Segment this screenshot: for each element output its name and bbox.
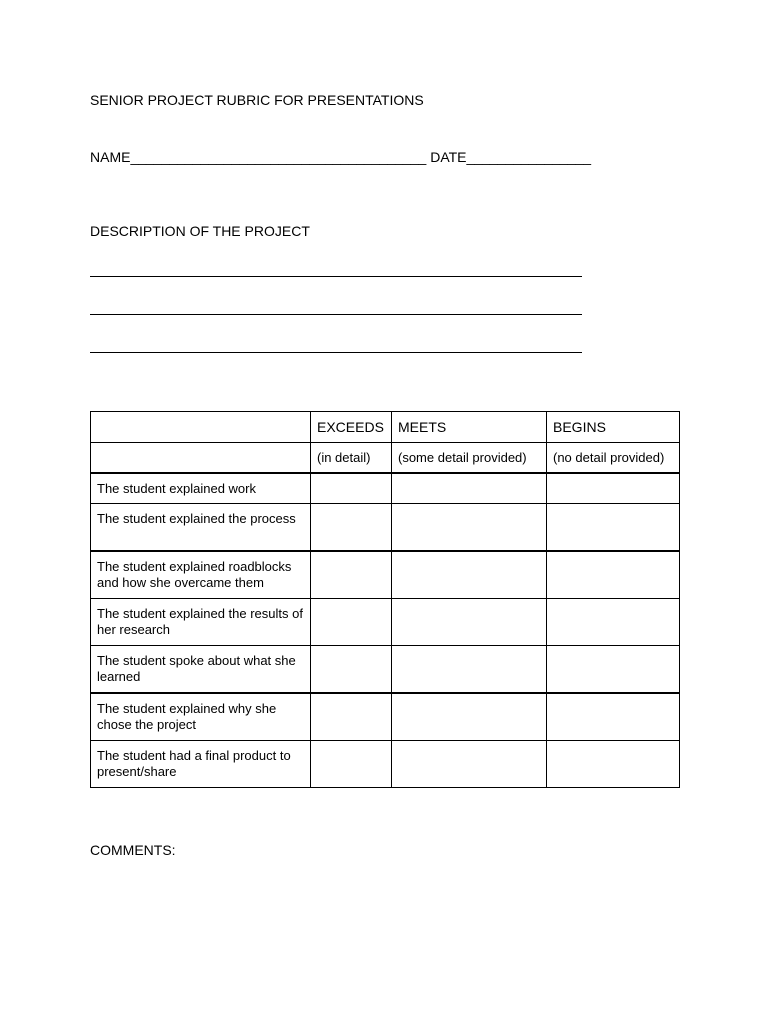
table-row — [91, 741, 680, 788]
description-blank-line — [90, 352, 582, 353]
score-cell-exceeds[interactable] — [311, 741, 392, 788]
score-cell-exceeds[interactable] — [311, 504, 392, 552]
score-cell-begins[interactable] — [547, 741, 680, 788]
score-cell-begins[interactable] — [547, 646, 680, 694]
score-cell-meets[interactable] — [392, 473, 547, 504]
subheader-begins: (no detail provided) — [547, 443, 680, 474]
score-cell-meets[interactable] — [392, 741, 547, 788]
criterion-label: The student explained roadblocks and how she overcame them — [91, 551, 311, 599]
subheader-exceeds: (in detail) — [311, 443, 392, 474]
description-blank-line — [90, 276, 582, 277]
table-row — [91, 551, 680, 599]
subheader-cell-empty — [91, 443, 311, 474]
score-cell-begins[interactable] — [547, 504, 680, 552]
criterion-label: The student explained the process — [91, 504, 311, 552]
comments-label: COMMENTS: — [90, 842, 176, 858]
score-cell-meets[interactable] — [392, 551, 547, 599]
score-cell-exceeds[interactable] — [311, 551, 392, 599]
score-cell-begins[interactable] — [547, 599, 680, 646]
table-row — [91, 599, 680, 646]
score-cell-meets[interactable] — [392, 646, 547, 694]
table-row — [91, 473, 680, 504]
score-cell-begins[interactable] — [547, 551, 680, 599]
description-label: DESCRIPTION OF THE PROJECT — [90, 223, 310, 239]
score-cell-meets[interactable] — [392, 504, 547, 552]
score-cell-exceeds[interactable] — [311, 646, 392, 694]
criterion-label: The student explained work — [91, 473, 311, 504]
criterion-label: The student had a final product to present/share — [91, 741, 311, 788]
description-blank-line — [90, 314, 582, 315]
name-date-line: NAME______________________________________ DATE________________ — [90, 149, 592, 165]
criterion-label: The student explained why she chose the project — [91, 693, 311, 741]
score-cell-begins[interactable] — [547, 693, 680, 741]
rubric-table — [90, 411, 680, 788]
rubric-subheader-row — [91, 443, 680, 474]
score-cell-begins[interactable] — [547, 473, 680, 504]
score-cell-meets[interactable] — [392, 599, 547, 646]
table-row — [91, 504, 680, 552]
score-cell-exceeds[interactable] — [311, 473, 392, 504]
table-row — [91, 693, 680, 741]
score-cell-exceeds[interactable] — [311, 693, 392, 741]
criterion-label: The student spoke about what she learned — [91, 646, 311, 694]
table-row — [91, 646, 680, 694]
header-begins: BEGINS — [547, 412, 680, 443]
header-meets: MEETS — [392, 412, 547, 443]
document-title: SENIOR PROJECT RUBRIC FOR PRESENTATIONS — [90, 92, 424, 108]
header-cell-empty — [91, 412, 311, 443]
subheader-meets: (some detail provided) — [392, 443, 547, 474]
criterion-label: The student explained the results of her research — [91, 599, 311, 646]
rubric-header-row — [91, 412, 680, 443]
header-exceeds: EXCEEDS — [311, 412, 392, 443]
score-cell-meets[interactable] — [392, 693, 547, 741]
score-cell-exceeds[interactable] — [311, 599, 392, 646]
